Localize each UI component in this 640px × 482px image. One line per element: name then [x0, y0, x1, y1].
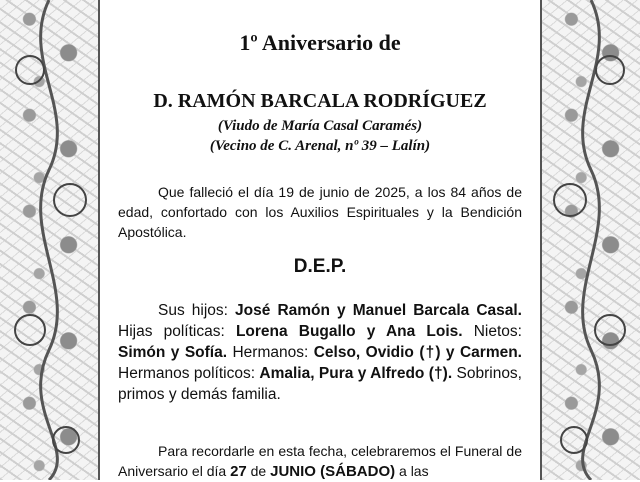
widower-line: (Viudo de María Casal Caramés): [217, 118, 423, 134]
funeral-month: JUNIO (SÁBADO): [270, 463, 396, 480]
funeral-day: 27: [230, 463, 247, 480]
address-line: (Vecino de C. Arenal, nº 39 – Lalín): [209, 138, 431, 154]
family-closing: Sobrinos, primos y demás familia.: [118, 365, 522, 403]
funeral-paragraph: [118, 441, 522, 482]
siblings-names: Celso, Ovidio (†) y Carmen.: [313, 344, 522, 361]
inlaws-label: Hermanos políticos:: [118, 365, 260, 382]
dep-heading: D.E.P.: [293, 256, 347, 277]
left-vine-decoration: [0, 0, 98, 480]
obituary-content: [112, 0, 528, 480]
siblings-label: Hermanos:: [227, 344, 314, 361]
inlaws-names: Amalia, Pura y Alfredo (†).: [259, 365, 453, 382]
grandchildren-label: Nietos:: [462, 323, 522, 340]
funeral-mid: de: [246, 463, 271, 479]
death-announcement: Que falleció el día 19 de junio de 2025, a los 84 años de edad, confortado con los Auxilios Espirituales y la Bendición Apostólica.: [118, 184, 522, 240]
sons-label: Sus hijos:: [158, 302, 236, 319]
deceased-name: D. RAMÓN BARCALA RODRÍGUEZ: [153, 90, 487, 112]
right-floral-border: [540, 0, 640, 480]
daughters-label: Hijas políticas:: [118, 323, 236, 340]
funeral-tail: a las: [395, 463, 429, 479]
daughters-names: Lorena Bugallo y Ana Lois.: [235, 323, 463, 340]
left-floral-border: [0, 0, 100, 480]
funeral-intro: Para recordarle en esta fecha, celebraremos el Funeral de Aniversario el día: [118, 443, 522, 479]
sons-names: José Ramón y Manuel Barcala Casal.: [235, 302, 522, 319]
right-vine-decoration: [542, 0, 640, 480]
anniversary-title: 1º Aniversario de: [239, 30, 401, 55]
grandchildren-names: Simón y Sofía.: [118, 344, 228, 361]
family-paragraph: [118, 300, 522, 405]
